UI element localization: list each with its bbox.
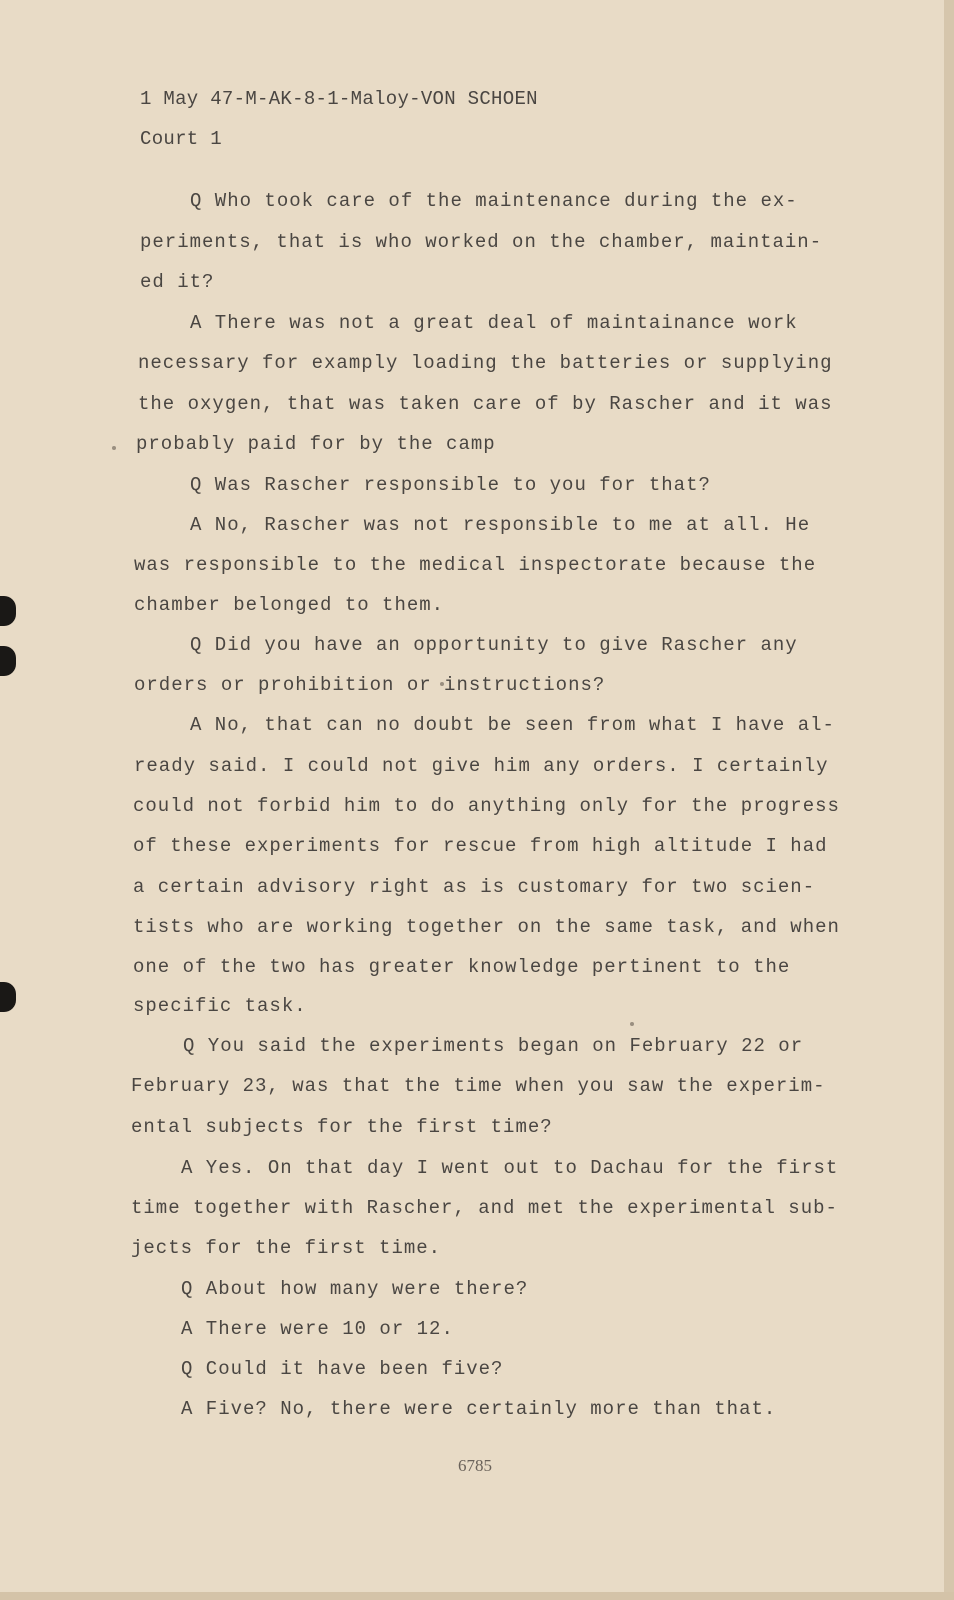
paper-speck (630, 1022, 634, 1026)
transcript-line: jects for the first time. (131, 1237, 442, 1259)
transcript-line: Q Did you have an opportunity to give Rascher any (190, 634, 798, 656)
transcript-line: February 23, was that the time when you saw the experim- (131, 1075, 826, 1097)
binder-hole-2 (0, 646, 16, 676)
transcript-line: A There were 10 or 12. (181, 1318, 454, 1340)
transcript-line: one of the two has greater knowledge pertinent to the (133, 956, 791, 978)
paper-edge-bottom (0, 1592, 954, 1600)
paper-edge-right (944, 0, 954, 1600)
transcript-line: a certain advisory right as is customary for two scien- (133, 876, 816, 898)
transcript-line: A No, Rascher was not responsible to me at all. He (190, 514, 811, 536)
transcript-line: Q About how many were there? (181, 1278, 529, 1300)
transcript-line: ed it? (140, 271, 215, 293)
transcript-line: Q Was Rascher responsible to you for that? (190, 474, 711, 496)
paper-speck (112, 446, 116, 450)
transcript-line: ready said. I could not give him any orders. I certainly (134, 755, 829, 777)
transcript-line: Q Who took care of the maintenance during the ex- (190, 190, 798, 212)
transcript-line: of these experiments for rescue from high altitude I had (133, 835, 828, 857)
transcript-line: could not forbid him to do anything only for the progress (133, 795, 840, 817)
binder-hole-1 (0, 596, 16, 626)
page-number: 6785 (458, 1456, 492, 1475)
transcript-line: was responsible to the medical inspectorate because the (134, 554, 817, 576)
transcript-line: time together with Rascher, and met the experimental sub- (131, 1197, 838, 1219)
transcript-line: tists who are working together on the same task, and when (133, 916, 840, 938)
transcript-line: Q Could it have been five? (181, 1358, 504, 1380)
transcript-line: A No, that can no doubt be seen from what I have al- (190, 714, 835, 736)
transcript-line: Q You said the experiments began on February 22 or (183, 1035, 804, 1057)
transcript-line: A Yes. On that day I went out to Dachau for the first (181, 1157, 839, 1179)
transcript-line: necessary for examply loading the batteries or supplying (138, 352, 833, 374)
transcript-line: A Five? No, there were certainly more than that. (181, 1398, 777, 1420)
transcript-line: ental subjects for the first time? (131, 1116, 553, 1138)
transcript-line: probably paid for by the camp (136, 433, 496, 455)
transcript-line: A There was not a great deal of maintainance work (190, 312, 798, 334)
transcript-line: periments, that is who worked on the chamber, maintain- (140, 231, 823, 253)
session-header: 1 May 47-M-AK-8-1-Maloy-VON SCHOEN (140, 88, 538, 110)
transcript-line: the oxygen, that was taken care of by Rascher and it was (138, 393, 833, 415)
transcript-line: chamber belonged to them. (134, 594, 445, 616)
transcript-line: specific task. (133, 995, 307, 1017)
court-header: Court 1 (140, 128, 222, 150)
binder-hole-3 (0, 982, 16, 1012)
transcript-line: orders or prohibition or instructions? (134, 674, 606, 696)
